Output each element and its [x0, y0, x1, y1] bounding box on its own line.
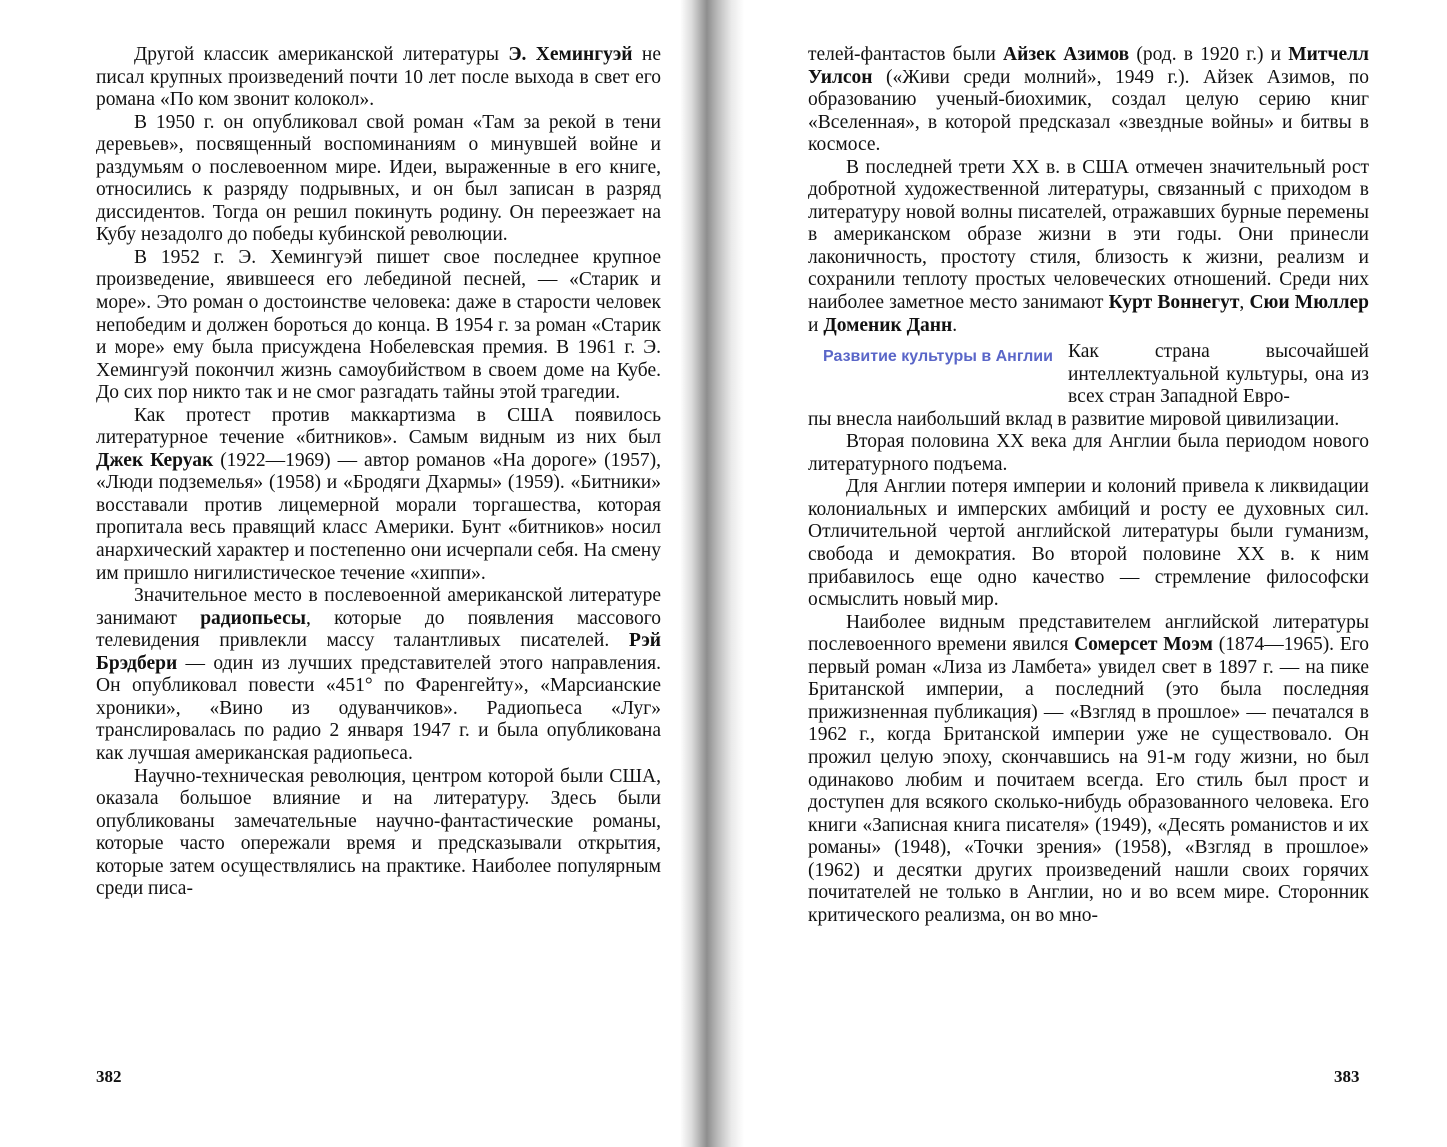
- paragraph: [96, 44, 661, 112]
- text-run: Как протест против маккартизма в США появилось литературное течение «битников». Самым видным из них был: [96, 404, 661, 449]
- paragraph: [96, 405, 661, 585]
- text-run: (род. в 1920 г.) и: [1129, 44, 1289, 65]
- section-continued-text: пы внесла наибольший вклад в развитие мировой цивилизации.: [808, 408, 1340, 430]
- bold-name: Доменик Данн: [823, 314, 953, 336]
- text-run: и: [808, 314, 824, 336]
- text-run: В 1952 г. Э. Хемингуэй пишет свое последнее крупное произведение, явившееся его лебединой песней, — «Старик и море». Это роман о достоинстве человека: даже в старости человек непобедим и должен бороться до конца. В 1954 г. за роман «Старик и море» ему была присуждена Нобелевская премия. В 1961 г. Э. Хемингуэй покончил жизнь самоубийством в своем доме на Кубе. До сих пор никто так и не смог разгадать тайны этой трагедии.: [96, 246, 661, 404]
- text-run: (1922—1969) — автор романов «На дороге» (1957), «Люди подземелья» (1958) и «Бродяги Дхармы» (1959). «Битники» восставали против лицемерной морали торгашества, которая пропитала весь правящий класс Америки. Бунт «битников» носил анархический характер и постепенно они исчерпали себя. На смену им пришло нигилистическое течение «хиппи».: [96, 449, 661, 584]
- right-text-column: [808, 44, 1369, 927]
- bold-name: Э. Хемингуэй: [508, 44, 633, 65]
- right-paragraphs-after: [808, 431, 1369, 927]
- bold-name: Сюи Мюллер: [1249, 292, 1370, 314]
- paragraph: [96, 766, 661, 901]
- text-run: Научно-техническая революция, центром которой были США, оказала большое влияние и на литературу. Здесь были опубликованы замечательные научно-фантастические романы, которые часто опережали время и предсказывали открытия, которые затем осуществлялись на практике. Наиболее популярным среди писа-: [96, 765, 661, 900]
- text-run: («Живи среди молний», 1949 г.). Айзек Азимов, по образованию ученый-биохимик, создал целую серию книг «Вселенная», в которой предсказал «звездные войны» и битвы в космосе.: [808, 66, 1369, 156]
- text-run: , которые до появления массового телевидения привлекли массу талантливых писателей.: [96, 607, 661, 652]
- text-run: Для Англии потеря империи и колоний привела к ликвидации колониальных и имперских амбиций и росту ее духовных сил. Отличительной чертой английской литературы были гуманизм, свобода и демократия. Во второй половине XX в. к ним прибавилось еще одно качество — стремление философски осмыслить новый мир.: [808, 476, 1369, 611]
- bold-name: Рэй Брэдбери: [96, 630, 661, 674]
- bold-name: радиопьесы: [200, 607, 306, 629]
- text-run: — один из лучших представителей этого направления. Он опубликовал повести «451° по Фаренгейту», «Марсианские хроники», «Вино из одуванчиков». Радиопьеса «Луг» транслировалась по радио 2 января 1947 г. и была опубликована как лучшая американская радиопьеса.: [96, 652, 661, 764]
- text-run: В 1950 г. он опубликовал свой роман «Там за рекой в тени деревьев», посвященный воспоминаниям о минувшей войне и раздумьям о послевоенном мире. Идеи, выраженные в его книге, относились к разряду подрывных, и он был записан в разряд диссидентов. Тогда он решил покинуть родину. Он переезжает на Кубу незадолго до победы кубинской революции.: [96, 111, 661, 246]
- paragraph: [96, 247, 661, 405]
- section-side-text: Как страна высочайшей интеллектуальной культуры, она из всех стран Западной Евро-: [1068, 341, 1369, 408]
- paragraph: [96, 585, 661, 765]
- page-number-right: 383: [1334, 1067, 1360, 1086]
- text-run: (1874—1965). Его первый роман «Лиза из Ламбета» увидел свет в 1897 г. — на пике Британской империи, а последний (это была последняя прижизненная публикация) — «Взгляд в прошлое» — печатался в 1962 г., когда Британской империи уже не существовало. Он прожил целую эпоху, скончавшись на 91-м году жизни, но был одинаково любим и почитаем всегда. Его стиль был прост и доступен для всякого сколько-нибудь образованного человека. Его книги «Записная книга писателя» (1949), «Десять романистов и их романы» (1948), «Точки зрения» (1958), «Взгляд в прошлое» (1962) и десятки других произведений нашли своих горячих почитателей не только в Англии, но и во всем мире. Сторонник критического реализма, он во мно-: [808, 634, 1370, 926]
- right-paragraphs-before: [808, 44, 1369, 337]
- text-run: Наиболее видным представителем английской литературы послевоенного времени явился: [808, 611, 1369, 656]
- page-number-left: 382: [96, 1067, 122, 1086]
- left-text-column: [96, 44, 661, 901]
- bold-name: Курт Воннегут: [1108, 292, 1240, 314]
- text-run: В последней трети XX в. в США отмечен значительный рост добротной художественной литературы, связанный с приходом в литературу новой волны писателей, отражавших бурные перемены в американском образе жизни в эти годы. Они принесли лаконичность, простоту стиля, близость к жизни, реализм и сохранили теплоту простых человеческих отношений. Среди них наиболее заметное место занимают: [808, 156, 1369, 314]
- bold-name: Джек Керуак: [96, 449, 214, 471]
- text-run: Значительное место в послевоенной американской литературе занимают: [96, 585, 661, 629]
- text-run: телей-фантастов были: [808, 44, 1004, 65]
- paragraph: [808, 44, 1369, 157]
- bold-name: Сомерсет Моэм: [1074, 634, 1213, 656]
- paragraph: [808, 157, 1369, 337]
- text-run: не писал крупных произведений почти 10 лет после выхода в свет его романа «По ком звонит колокол».: [96, 44, 661, 111]
- paragraph: [96, 112, 661, 247]
- paragraph: [808, 476, 1369, 611]
- paragraph: [808, 431, 1369, 476]
- left-page: [0, 0, 700, 1147]
- right-page: [724, 0, 1447, 1147]
- section-block: [808, 341, 1369, 409]
- text-run: Другой классик американской литературы: [134, 44, 509, 65]
- text-run: ,: [1239, 292, 1250, 314]
- text-run: Вторая половина XX века для Англии была периодом нового литературного подъема.: [808, 431, 1369, 475]
- text-run: .: [952, 314, 958, 336]
- section-heading: Развитие культуры в Англии: [823, 348, 1053, 366]
- bold-name: Митчелл Уилсон: [808, 44, 1369, 88]
- bold-name: Айзек Азимов: [1003, 44, 1130, 65]
- paragraph: [808, 612, 1369, 928]
